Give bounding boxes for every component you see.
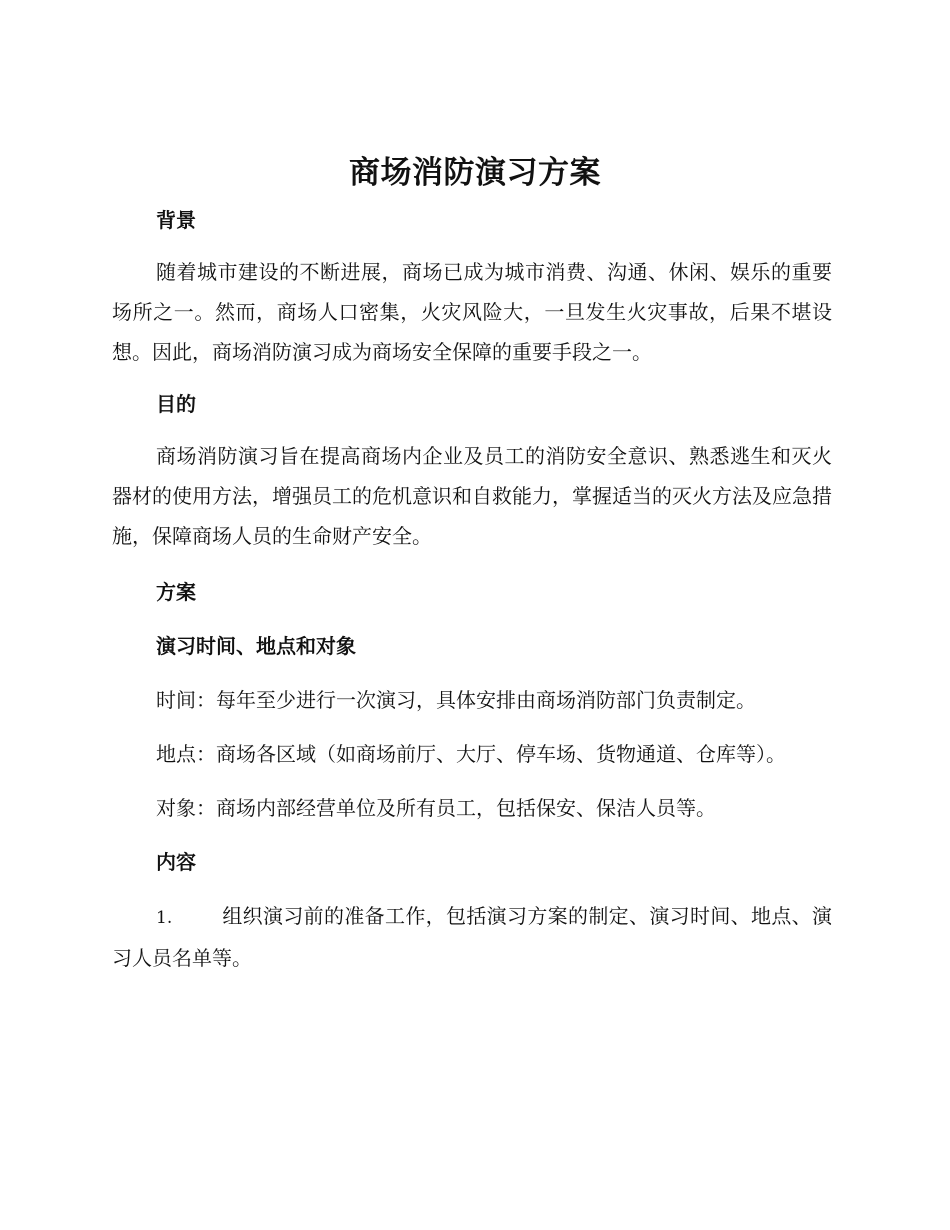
subheading-time-place-target: 演习时间、地点和对象 — [156, 634, 356, 658]
section-heading-content: 内容 — [156, 850, 196, 874]
document-title: 商场消防演习方案 — [349, 155, 601, 191]
list-item — [112, 896, 832, 978]
document-body — [112, 200, 832, 978]
section-heading-background: 背景 — [156, 208, 196, 232]
background-paragraph: 随着城市建设的不断进展，商场已成为城市消费、沟通、休闲、娱乐的重要场所之一。然而，商场人口密集，火灾风险大，一旦发生火灾事故，后果不堪设想。因此，商场消防演习成为商场安全保障的重要手段之一。 — [112, 260, 832, 364]
section-heading-purpose: 目的 — [156, 392, 196, 416]
list-item-text: 组织演习前的准备工作，包括演习方案的制定、演习时间、地点、演习人员名单等。 — [112, 904, 832, 970]
purpose-paragraph: 商场消防演习旨在提高商场内企业及员工的消防安全意识、熟悉逃生和灭火器材的使用方法，增强员工的危机意识和自救能力，掌握适当的灭火方法及应急措施，保障商场人员的生命财产安全。 — [112, 444, 832, 548]
plan-target-paragraph: 对象：商场内部经营单位及所有员工，包括保安、保洁人员等。 — [156, 796, 716, 820]
plan-time-paragraph: 时间：每年至少进行一次演习，具体安排由商场消防部门负责制定。 — [156, 688, 756, 712]
list-item-number: 1. — [156, 908, 173, 928]
plan-place-paragraph: 地点：商场各区域（如商场前厅、大厅、停车场、货物通道、仓库等）。 — [156, 742, 786, 766]
section-heading-plan: 方案 — [156, 580, 196, 604]
